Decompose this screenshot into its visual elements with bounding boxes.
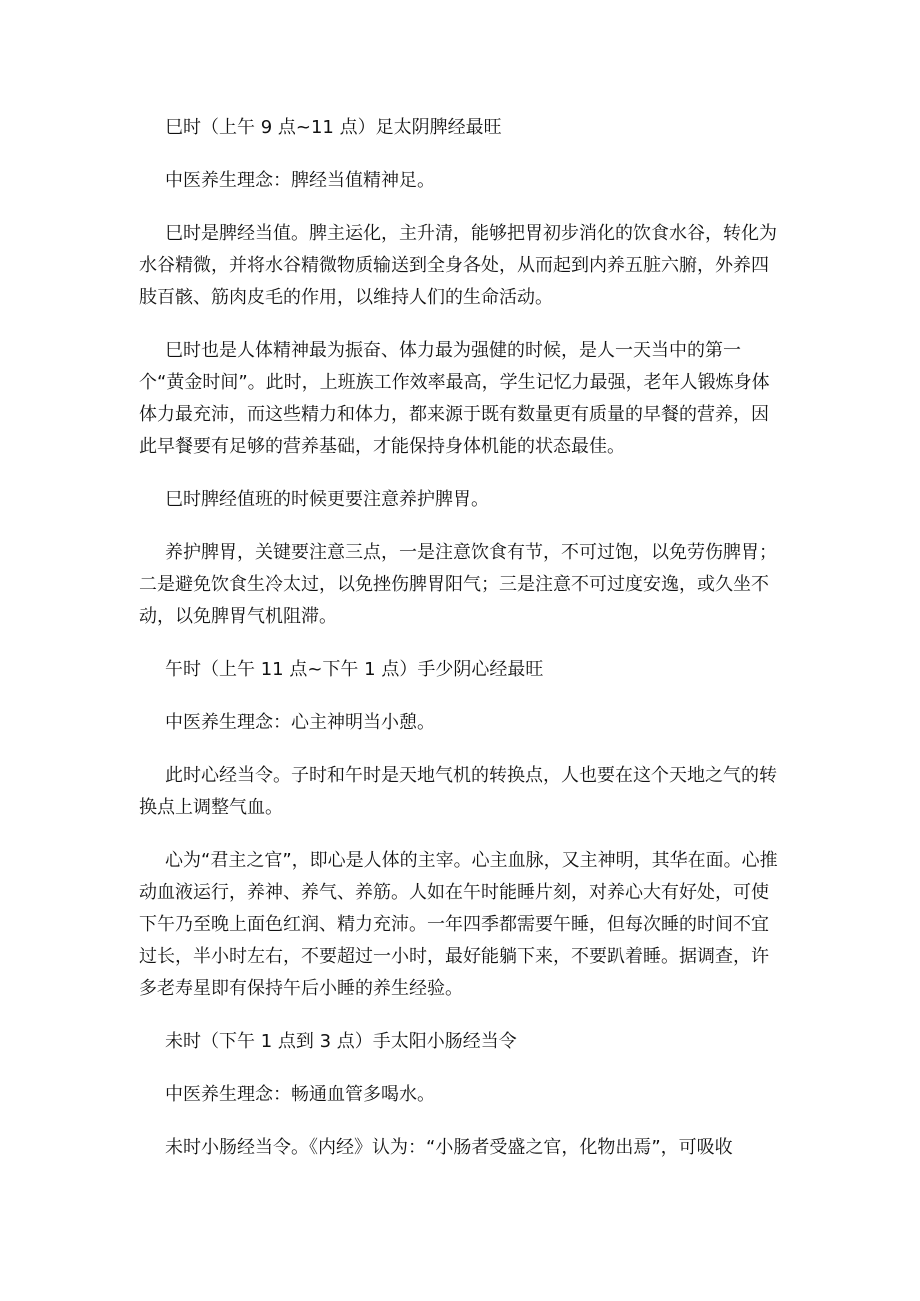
heading-si-shi: 巳时（上午 9 点~11 点）足太阴脾经最旺 — [165, 117, 502, 138]
paragraph-three-points: 养护脾胃，关键要注意三点，一是注意饮食有节，不可过饱，以免劳伤脾胃；二是避免饮食生冷太过，以免挫伤脾胃阳气；三是注意不可过度安逸，或久坐不动，以免脾胃气机阻滞。 — [139, 542, 777, 627]
document-page — [139, 112, 781, 1164]
principle-heart: 中医养生理念：心主神明当小憩。 — [165, 712, 435, 733]
paragraph-golden-time: 巳时也是人体精神最为振奋、体力最为强健的时候，是人一天当中的第一个“黄金时间”。此时，上班族工作效率最高，学生记忆力最强，老年人锻炼身体体力最充沛，而这些精力和体力，都来源于既有数量更有质量的早餐的营养，因此早餐要有足够的营养基础，才能保持身体机能的状态最佳。 — [139, 340, 770, 457]
principle-water: 中医养生理念：畅通血管多喝水。 — [165, 1084, 435, 1105]
paragraph-spleen-function: 巳时是脾经当值。脾主运化，主升清，能够把胃初步消化的饮食水谷，转化为水谷精微，并将水谷精微物质输送到全身各处，从而起到内养五脏六腑，外养四肢百骸、筋肉皮毛的作用，以维持人们的生命活动。 — [139, 223, 777, 308]
principle-spleen: 中医养生理念：脾经当值精神足。 — [165, 170, 435, 191]
paragraph-heart-meridian: 此时心经当令。子时和午时是天地气机的转换点，人也要在这个天地之气的转换点上调整气血。 — [139, 765, 777, 818]
paragraph-nap: 心为“君主之官”，即心是人体的主宰。心主血脉，又主神明，其华在面。心推动血液运行，养神、养气、养筋。人如在午时能睡片刻，对养心大有好处，可使下午乃至晚上面色红润、精力充沛。一年四季都需要午睡，但每次睡的时间不宜过长，半小时左右，不要超过一小时，最好能躺下来，不要趴着睡。据调查，许多老寿星即有保持午后小睡的养生经验。 — [139, 850, 778, 999]
heading-wu-shi: 午时（上午 11 点~下午 1 点）手少阴心经最旺 — [165, 659, 544, 680]
heading-wei-shi: 未时（下午 1 点到 3 点）手太阳小肠经当令 — [165, 1031, 517, 1052]
paragraph-small-intestine: 未时小肠经当令。《内经》认为：“小肠者受盛之官，化物出焉”，可吸收 — [165, 1137, 733, 1158]
paragraph-spleen-care: 巳时脾经值班的时候更要注意养护脾胃。 — [165, 489, 489, 510]
